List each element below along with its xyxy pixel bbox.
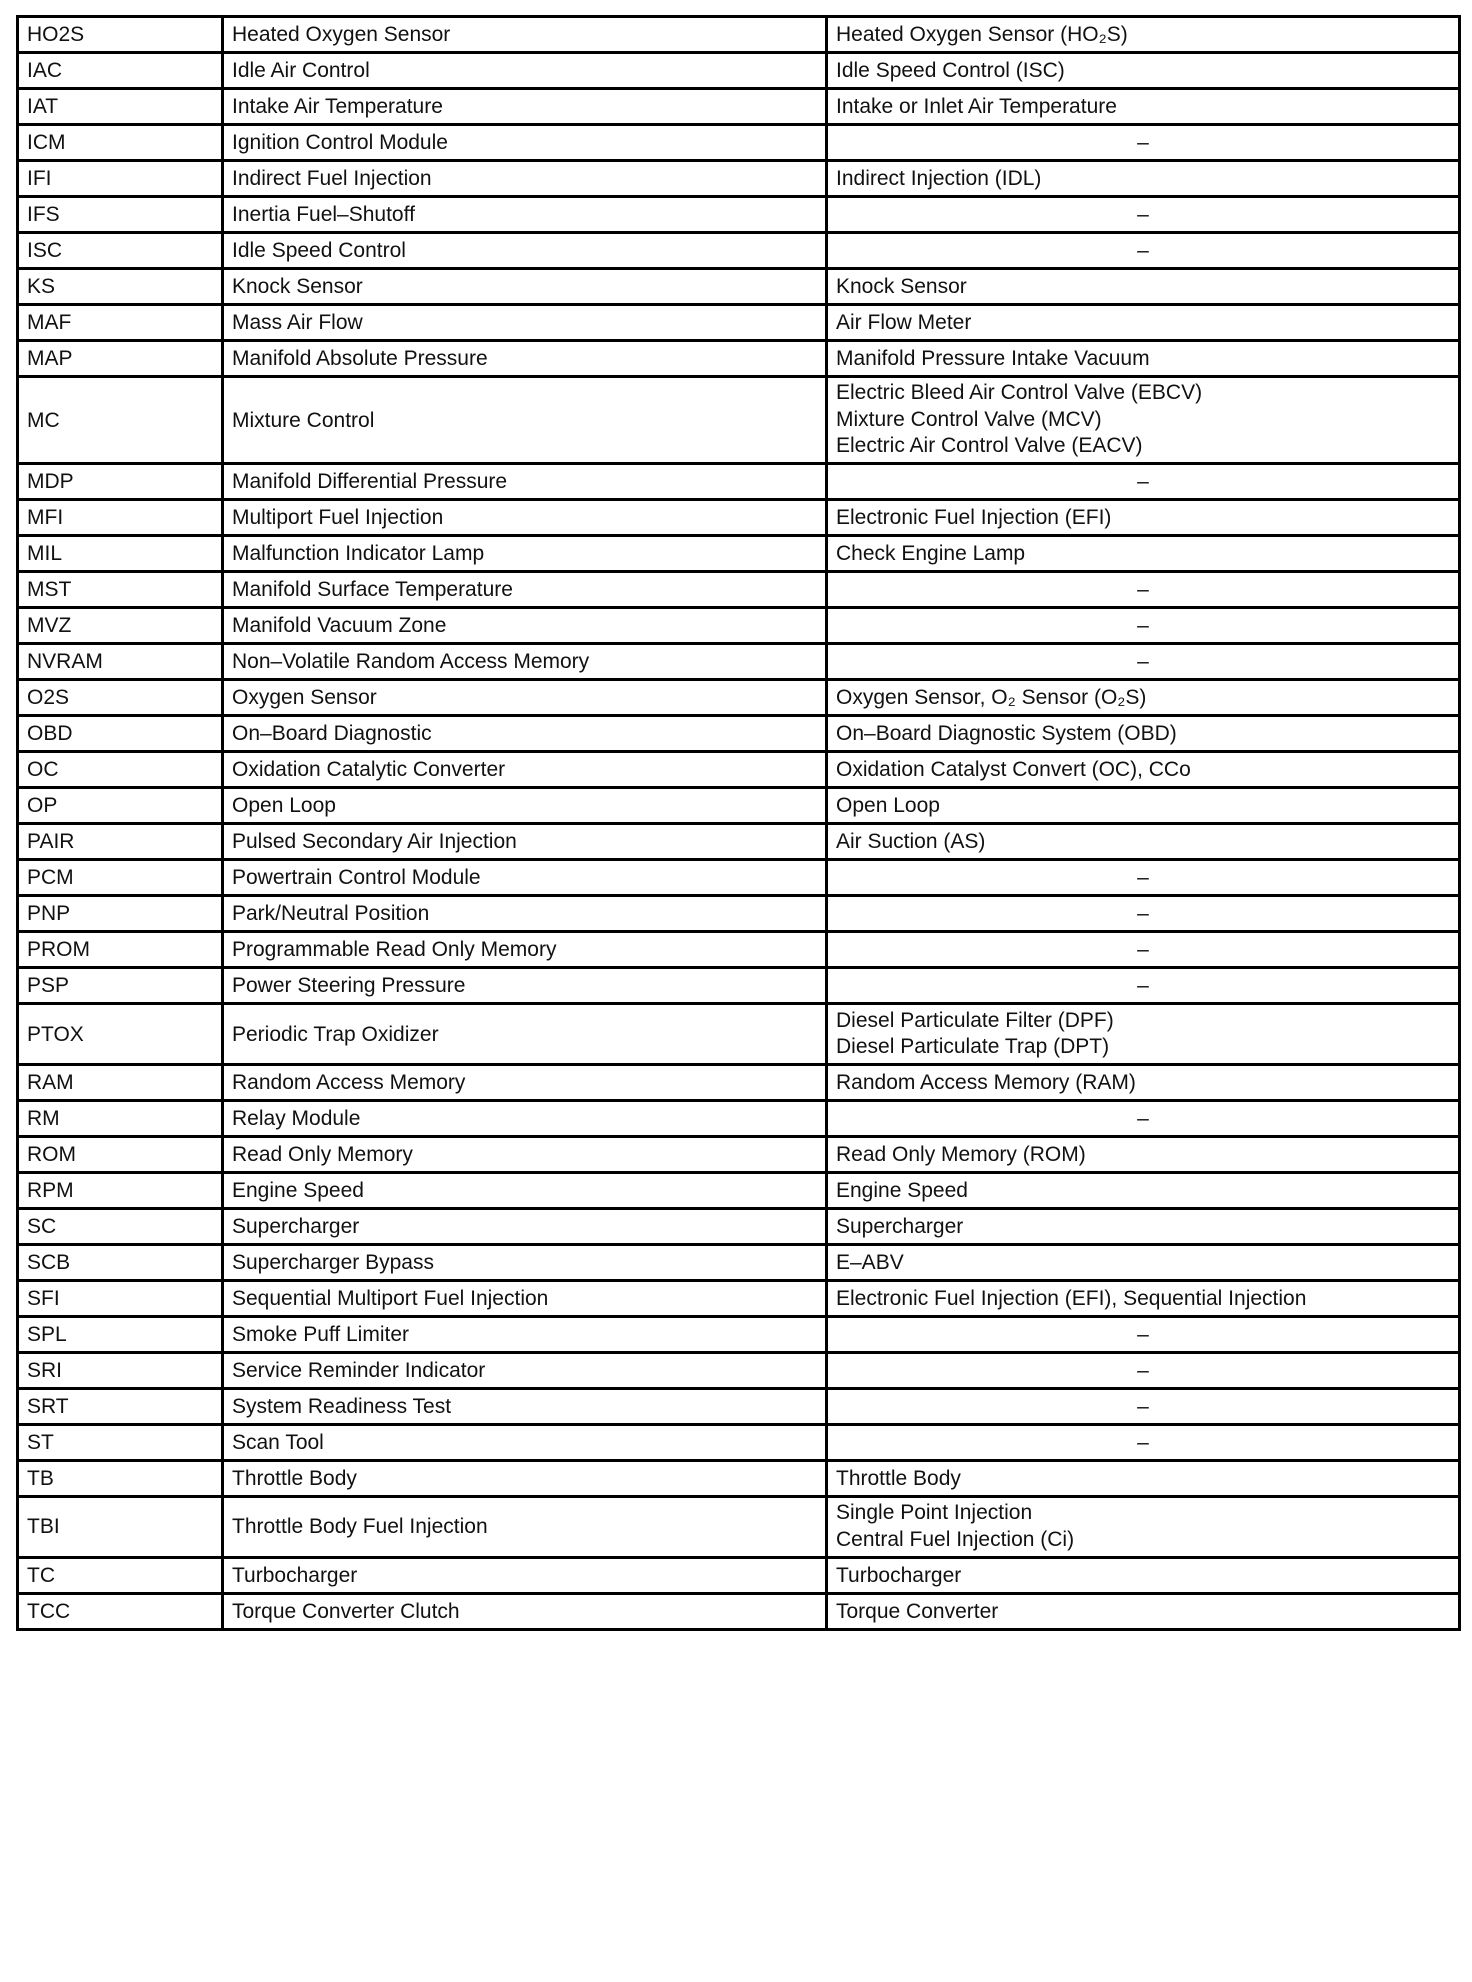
table-row — [18, 1424, 1460, 1460]
table-row — [18, 161, 1460, 197]
former-term-cell — [827, 788, 1460, 824]
former-term-cell — [827, 824, 1460, 860]
term-cell: Supercharger Bypass — [223, 1244, 827, 1280]
table-row — [18, 341, 1460, 377]
former-term-line: Turbocharger — [836, 1563, 962, 1587]
acronym-cell: MVZ — [18, 608, 223, 644]
term-cell: Sequential Multiport Fuel Injection — [223, 1280, 827, 1316]
former-term-cell — [827, 1208, 1460, 1244]
acronym-cell: MAF — [18, 305, 223, 341]
table-row — [18, 125, 1460, 161]
acronym-cell: OBD — [18, 716, 223, 752]
former-term-cell — [827, 1593, 1460, 1629]
acronym-cell: MDP — [18, 464, 223, 500]
abbreviation-table-body — [18, 17, 1460, 1630]
acronym-cell: PNP — [18, 896, 223, 932]
term-cell: Heated Oxygen Sensor — [223, 17, 827, 53]
former-term-line: Oxidation Catalyst Convert (OC), CCo — [836, 758, 1191, 782]
acronym-cell: IAT — [18, 89, 223, 125]
former-term-cell — [827, 1280, 1460, 1316]
acronym-cell: SPL — [18, 1316, 223, 1352]
former-term-cell — [827, 716, 1460, 752]
former-term-line: – — [1137, 1430, 1149, 1454]
table-row — [18, 824, 1460, 860]
former-term-line: Indirect Injection (IDL) — [836, 167, 1042, 190]
acronym-cell: PROM — [18, 932, 223, 968]
former-term-line: Heated Oxygen Sensor (HO₂S) — [836, 23, 1128, 46]
term-cell: On–Board Diagnostic — [223, 716, 827, 752]
former-term-line: Manifold Pressure Intake Vacuum — [836, 347, 1150, 370]
term-cell: Random Access Memory — [223, 1064, 827, 1100]
former-term-line: Throttle Body — [836, 1466, 961, 1490]
table-row — [18, 1004, 1460, 1065]
acronym-cell: PTOX — [18, 1004, 223, 1065]
former-term-cell — [827, 233, 1460, 269]
acronym-cell: MAP — [18, 341, 223, 377]
table-row — [18, 1100, 1460, 1136]
term-cell: Manifold Surface Temperature — [223, 572, 827, 608]
former-term-cell — [827, 572, 1460, 608]
acronym-cell: IAC — [18, 53, 223, 89]
acronym-cell: ST — [18, 1424, 223, 1460]
acronym-cell: SC — [18, 1208, 223, 1244]
former-term-line: Engine Speed — [836, 1178, 968, 1202]
table-row — [18, 197, 1460, 233]
term-cell: Read Only Memory — [223, 1136, 827, 1172]
acronym-cell: KS — [18, 269, 223, 305]
former-term-cell — [827, 377, 1460, 464]
table-row — [18, 1388, 1460, 1424]
former-term-cell — [827, 1004, 1460, 1065]
table-row — [18, 377, 1460, 464]
former-term-cell — [827, 644, 1460, 680]
former-term-line: – — [1137, 614, 1149, 638]
acronym-cell: TC — [18, 1557, 223, 1593]
former-term-cell — [827, 89, 1460, 125]
term-cell: Idle Air Control — [223, 53, 827, 89]
table-row — [18, 680, 1460, 716]
former-term-line: – — [1137, 1358, 1149, 1382]
former-term-line: – — [1137, 1322, 1149, 1346]
former-term-cell — [827, 197, 1460, 233]
table-row — [18, 1136, 1460, 1172]
acronym-cell: SFI — [18, 1280, 223, 1316]
acronym-cell: TB — [18, 1460, 223, 1496]
former-term-cell — [827, 680, 1460, 716]
term-cell: Knock Sensor — [223, 269, 827, 305]
acronym-cell: RM — [18, 1100, 223, 1136]
former-term-cell — [827, 1136, 1460, 1172]
former-term-cell — [827, 1460, 1460, 1496]
former-term-line: Check Engine Lamp — [836, 542, 1026, 566]
acronym-cell: ICM — [18, 125, 223, 161]
former-term-line: Intake or Inlet Air Temperature — [836, 95, 1117, 118]
former-term-line: Air Flow Meter — [836, 311, 972, 334]
former-term-line: – — [1137, 470, 1149, 494]
table-row — [18, 305, 1460, 341]
acronym-cell: SRI — [18, 1352, 223, 1388]
acronym-cell: RPM — [18, 1172, 223, 1208]
former-term-cell — [827, 17, 1460, 53]
table-row — [18, 500, 1460, 536]
former-term-line: E–ABV — [836, 1250, 904, 1274]
table-row — [18, 860, 1460, 896]
term-cell: Throttle Body — [223, 1460, 827, 1496]
term-cell: Indirect Fuel Injection — [223, 161, 827, 197]
term-cell: Relay Module — [223, 1100, 827, 1136]
former-term-cell — [827, 1100, 1460, 1136]
former-term-cell — [827, 536, 1460, 572]
table-row — [18, 536, 1460, 572]
former-term-cell — [827, 1388, 1460, 1424]
term-cell: Mixture Control — [223, 377, 827, 464]
table-row — [18, 608, 1460, 644]
acronym-cell: MC — [18, 377, 223, 464]
acronym-cell: ROM — [18, 1136, 223, 1172]
acronym-cell: O2S — [18, 680, 223, 716]
former-term-cell — [827, 305, 1460, 341]
former-term-cell — [827, 1064, 1460, 1100]
former-term-line: – — [1137, 1394, 1149, 1418]
term-cell: Open Loop — [223, 788, 827, 824]
former-term-line: Electronic Fuel Injection (EFI), Sequential Injection — [836, 1286, 1307, 1310]
table-row — [18, 644, 1460, 680]
former-term-cell — [827, 341, 1460, 377]
table-row — [18, 1460, 1460, 1496]
former-term-line: – — [1137, 239, 1149, 262]
former-term-cell — [827, 968, 1460, 1004]
term-cell: Non–Volatile Random Access Memory — [223, 644, 827, 680]
former-term-line: – — [1137, 938, 1149, 962]
acronym-cell: NVRAM — [18, 644, 223, 680]
former-term-line: – — [1137, 902, 1149, 926]
former-term-line: Air Suction (AS) — [836, 830, 986, 854]
acronym-cell: HO2S — [18, 17, 223, 53]
term-cell: Multiport Fuel Injection — [223, 500, 827, 536]
term-cell: Periodic Trap Oxidizer — [223, 1004, 827, 1065]
table-row — [18, 896, 1460, 932]
former-term-cell — [827, 464, 1460, 500]
former-term-line: Electronic Fuel Injection (EFI) — [836, 506, 1112, 530]
table-row — [18, 464, 1460, 500]
term-cell: Turbocharger — [223, 1557, 827, 1593]
former-term-line: – — [1137, 578, 1149, 602]
table-row — [18, 1172, 1460, 1208]
term-cell: Intake Air Temperature — [223, 89, 827, 125]
table-row — [18, 17, 1460, 53]
former-term-line: Knock Sensor — [836, 275, 967, 298]
former-term-cell — [827, 269, 1460, 305]
acronym-cell: MST — [18, 572, 223, 608]
table-row — [18, 572, 1460, 608]
term-cell: Smoke Puff Limiter — [223, 1316, 827, 1352]
table-row — [18, 788, 1460, 824]
acronym-cell: MIL — [18, 536, 223, 572]
table-row — [18, 269, 1460, 305]
table-row — [18, 932, 1460, 968]
former-term-line: Electric Air Control Valve (EACV) — [836, 434, 1143, 458]
former-term-cell — [827, 500, 1460, 536]
former-term-line: Diesel Particulate Trap (DPT) — [836, 1035, 1110, 1059]
former-term-line: – — [1137, 866, 1149, 890]
former-term-line: Single Point Injection — [836, 1501, 1033, 1525]
former-term-cell — [827, 860, 1460, 896]
table-row — [18, 1064, 1460, 1100]
former-term-cell — [827, 1424, 1460, 1460]
former-term-line: Oxygen Sensor, O₂ Sensor (O₂S) — [836, 686, 1147, 710]
former-term-line: – — [1137, 131, 1149, 154]
former-term-line: Read Only Memory (ROM) — [836, 1142, 1086, 1166]
acronym-cell: SCB — [18, 1244, 223, 1280]
table-row — [18, 1557, 1460, 1593]
acronym-cell: IFS — [18, 197, 223, 233]
acronym-cell: IFI — [18, 161, 223, 197]
former-term-cell — [827, 896, 1460, 932]
acronym-cell: OP — [18, 788, 223, 824]
former-term-line: – — [1137, 203, 1149, 226]
acronym-cell: RAM — [18, 1064, 223, 1100]
former-term-line: Random Access Memory (RAM) — [836, 1070, 1136, 1094]
former-term-line: – — [1137, 650, 1149, 674]
acronym-cell: PAIR — [18, 824, 223, 860]
term-cell: Oxidation Catalytic Converter — [223, 752, 827, 788]
former-term-cell — [827, 1352, 1460, 1388]
table-row — [18, 1593, 1460, 1629]
former-term-line: – — [1137, 974, 1149, 998]
term-cell: Manifold Differential Pressure — [223, 464, 827, 500]
former-term-line: Central Fuel Injection (Ci) — [836, 1527, 1075, 1551]
former-term-line: Torque Converter — [836, 1599, 999, 1623]
term-cell: Pulsed Secondary Air Injection — [223, 824, 827, 860]
term-cell: Mass Air Flow — [223, 305, 827, 341]
term-cell: Powertrain Control Module — [223, 860, 827, 896]
acronym-cell: TCC — [18, 1593, 223, 1629]
table-row — [18, 233, 1460, 269]
table-row — [18, 89, 1460, 125]
table-row — [18, 752, 1460, 788]
former-term-line: On–Board Diagnostic System (OBD) — [836, 722, 1177, 746]
term-cell: Throttle Body Fuel Injection — [223, 1496, 827, 1557]
former-term-cell — [827, 53, 1460, 89]
former-term-cell — [827, 1496, 1460, 1557]
term-cell: Manifold Vacuum Zone — [223, 608, 827, 644]
table-row — [18, 1280, 1460, 1316]
term-cell: Ignition Control Module — [223, 125, 827, 161]
table-row — [18, 1244, 1460, 1280]
former-term-line: – — [1137, 1106, 1149, 1130]
former-term-cell — [827, 1557, 1460, 1593]
term-cell: Programmable Read Only Memory — [223, 932, 827, 968]
table-row — [18, 1352, 1460, 1388]
acronym-cell: SRT — [18, 1388, 223, 1424]
term-cell: Manifold Absolute Pressure — [223, 341, 827, 377]
acronym-cell: OC — [18, 752, 223, 788]
table-row — [18, 1208, 1460, 1244]
table-row — [18, 968, 1460, 1004]
former-term-cell — [827, 608, 1460, 644]
former-term-line: Mixture Control Valve (MCV) — [836, 407, 1102, 431]
table-row — [18, 1496, 1460, 1557]
former-term-cell — [827, 1316, 1460, 1352]
former-term-line: Diesel Particulate Filter (DPF) — [836, 1008, 1114, 1032]
term-cell: Idle Speed Control — [223, 233, 827, 269]
term-cell: Torque Converter Clutch — [223, 1593, 827, 1629]
former-term-cell — [827, 1244, 1460, 1280]
former-term-cell — [827, 161, 1460, 197]
table-row — [18, 1316, 1460, 1352]
table-row — [18, 53, 1460, 89]
former-term-line: Supercharger — [836, 1214, 964, 1238]
acronym-cell: MFI — [18, 500, 223, 536]
term-cell: System Readiness Test — [223, 1388, 827, 1424]
term-cell: Oxygen Sensor — [223, 680, 827, 716]
acronym-cell: ISC — [18, 233, 223, 269]
term-cell: Service Reminder Indicator — [223, 1352, 827, 1388]
acronym-cell: TBI — [18, 1496, 223, 1557]
former-term-cell — [827, 752, 1460, 788]
term-cell: Supercharger — [223, 1208, 827, 1244]
former-term-cell — [827, 125, 1460, 161]
term-cell: Park/Neutral Position — [223, 896, 827, 932]
former-term-line: Open Loop — [836, 794, 940, 818]
acronym-cell: PCM — [18, 860, 223, 896]
former-term-line: Idle Speed Control (ISC) — [836, 59, 1065, 82]
former-term-cell — [827, 932, 1460, 968]
term-cell: Scan Tool — [223, 1424, 827, 1460]
former-term-line: Electric Bleed Air Control Valve (EBCV) — [836, 381, 1203, 405]
former-term-cell — [827, 1172, 1460, 1208]
abbreviation-table — [16, 15, 1461, 1631]
term-cell: Inertia Fuel–Shutoff — [223, 197, 827, 233]
table-row — [18, 716, 1460, 752]
term-cell: Engine Speed — [223, 1172, 827, 1208]
term-cell: Malfunction Indicator Lamp — [223, 536, 827, 572]
term-cell: Power Steering Pressure — [223, 968, 827, 1004]
acronym-cell: PSP — [18, 968, 223, 1004]
